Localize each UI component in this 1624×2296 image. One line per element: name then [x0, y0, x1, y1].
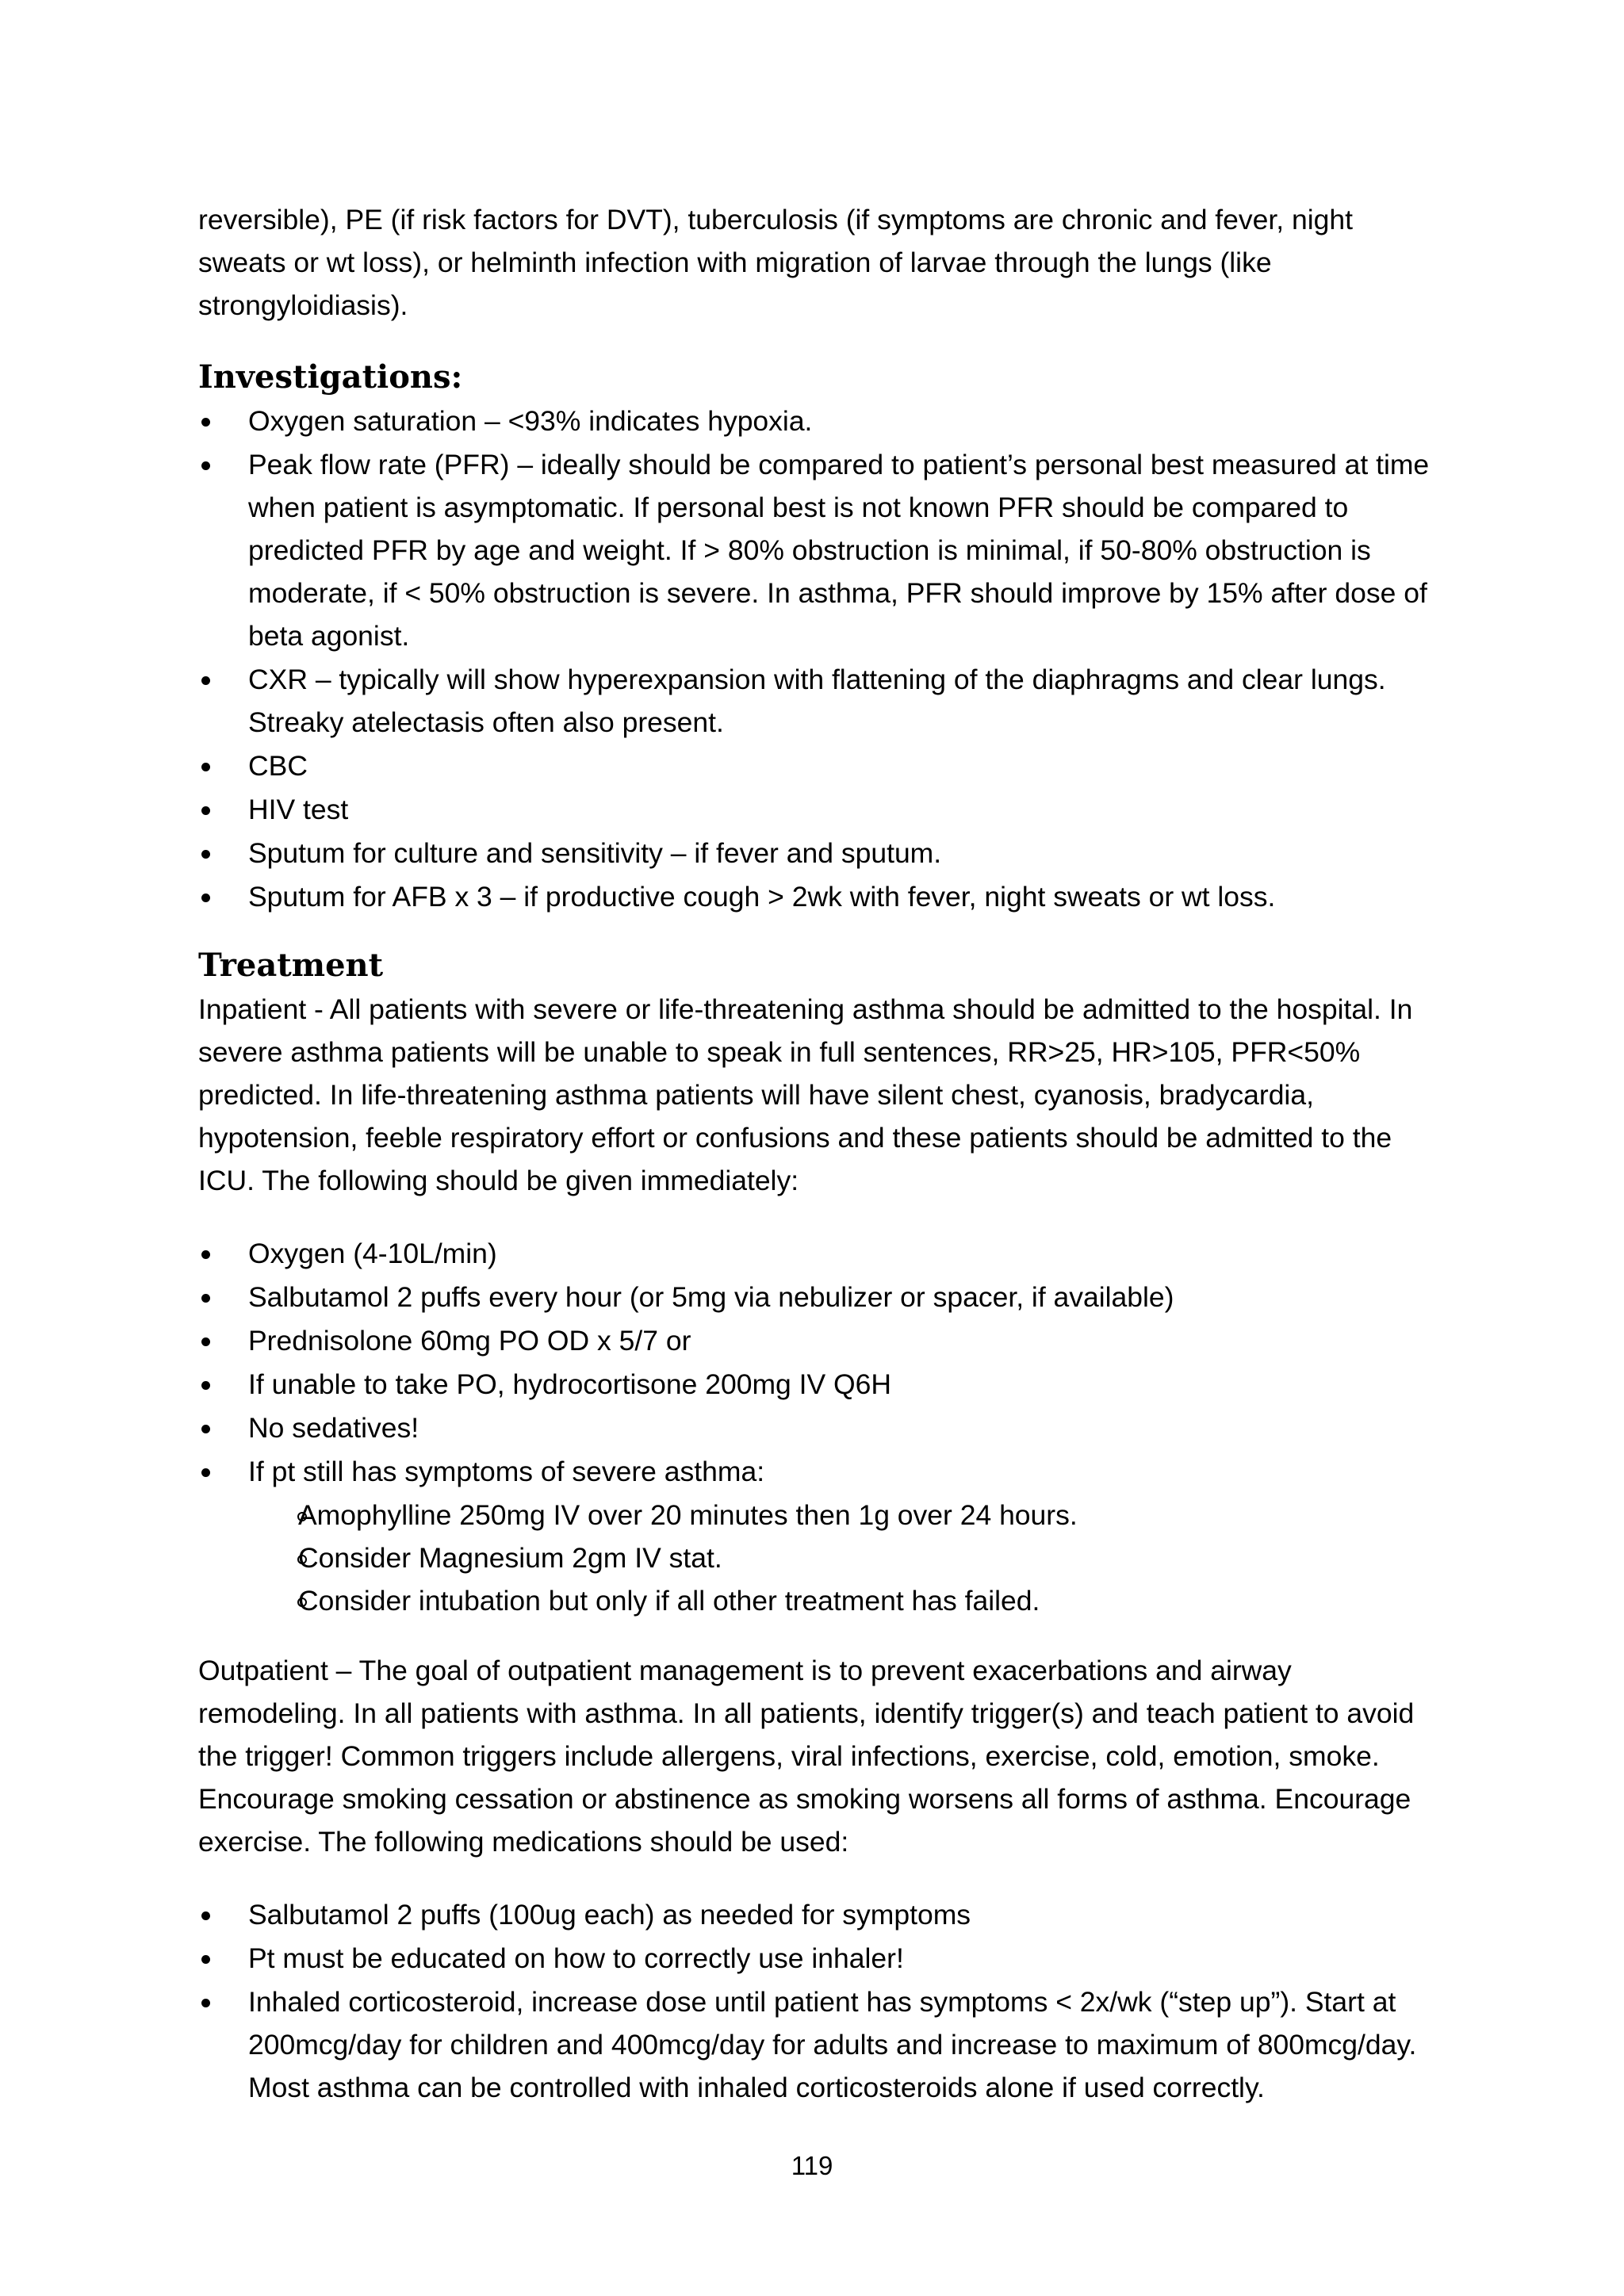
list-item-text: If pt still has symptoms of severe asthma: [248, 1456, 765, 1487]
sub-list-item [198, 1494, 1435, 1536]
list-item-text: Oxygen (4-10L/min) [248, 1238, 497, 1269]
bullet-icon [201, 1425, 210, 1433]
list-item-text: Salbutamol 2 puffs every hour (or 5mg via nebulizer or spacer, if available) [248, 1281, 1174, 1313]
list-item [198, 875, 1435, 918]
bullet-icon [201, 1911, 210, 1920]
list-item-text: Peak flow rate (PFR) – ideally should be compared to patient’s personal best measured at time when patient is asymptomatic. If personal best is not known PFR should be compared to predicted PFR by age and weight. If > 80% obstruction is minimal, if 50-80% obstruction is moderate, if < 50% obstruction is severe. In asthma, PFR should improve by 15% after dose of beta agonist. [248, 449, 1430, 652]
bullet-icon [201, 1381, 210, 1390]
list-item-text: Sputum for culture and sensitivity – if fever and sputum. [248, 837, 942, 869]
list-item [198, 744, 1435, 787]
list-item-text: CXR – typically will show hyperexpansion with flattening of the diaphragms and clear lungs. Streaky atelectasis often also present. [248, 664, 1386, 738]
list-item [198, 788, 1435, 831]
list-item [198, 1893, 1435, 1936]
bullet-icon [201, 1337, 210, 1346]
list-item-text: No sedatives! [248, 1412, 419, 1444]
list-item [198, 400, 1435, 442]
bullet-icon [201, 806, 210, 815]
list-item-text: HIV test [248, 794, 349, 825]
outpatient-paragraph: Outpatient – The goal of outpatient management is to prevent exacerbations and airway remodeling. In all patients with asthma. In all patients, identify trigger(s) and teach patient to avoid the trigger! Common triggers include allergens, viral infections, exercise, cold, emotion, smoke. Encourage smoking cessation or abstinence as smoking worsens all forms of asthma. Encourage exercise. The following medications should be used: [198, 1655, 1415, 1858]
treatment-heading: Treatment [198, 947, 384, 984]
list-item-text: If unable to take PO, hydrocortisone 200mg IV Q6H [248, 1368, 892, 1400]
bullet-icon [201, 1250, 210, 1259]
inpatient-paragraph: Inpatient - All patients with severe or life-threatening asthma should be admitted to the hospital. In severe asthma patients will be unable to speak in full sentences, RR>25, HR>105, PFR<50% predicted. In life-threatening asthma patients will have silent chest, cyanosis, bradycardia, hypotension, feeble respiratory effort or confusions and these patients should be admitted to the ICU. The following should be given immediately: [198, 993, 1413, 1196]
bullet-icon [201, 1468, 210, 1477]
list-item [198, 1232, 1435, 1275]
list-item [198, 1980, 1435, 2109]
bullet-icon [201, 1294, 210, 1303]
investigations-heading: Investigations: [198, 358, 463, 396]
outpatient-list [198, 1893, 1435, 2109]
bullet-icon [201, 1955, 210, 1964]
list-item [198, 1406, 1435, 1449]
bullet-icon [201, 894, 210, 902]
bullet-icon [201, 763, 210, 771]
list-item-text: Salbutamol 2 puffs (100ug each) as needed for symptoms [248, 1899, 971, 1931]
bullet-icon [201, 1999, 210, 2007]
circle-bullet-icon [297, 1555, 307, 1564]
sub-list-item-text: Amophylline 250mg IV over 20 minutes then 1g over 24 hours. [298, 1499, 1078, 1531]
sub-list-item [198, 1536, 1435, 1579]
list-item [198, 1363, 1435, 1406]
sub-list-item-text: Consider intubation but only if all other treatment has failed. [298, 1585, 1040, 1617]
page-content [198, 198, 1435, 2110]
list-item-text: Pt must be educated on how to correctly use inhaler! [248, 1942, 904, 1974]
inpatient-sublist [198, 1494, 1435, 1622]
list-item [198, 1276, 1435, 1318]
circle-bullet-icon [297, 1598, 307, 1607]
intro-paragraph: reversible), PE (if risk factors for DVT), tuberculosis (if symptoms are chronic and fever, night sweats or wt loss), or helminth infection with migration of larvae through the lungs (like strongyloidiasis). [198, 204, 1353, 321]
inpatient-list [198, 1232, 1435, 1493]
list-item-text: Sputum for AFB x 3 – if productive cough > 2wk with fever, night sweats or wt loss. [248, 881, 1276, 913]
list-item-text: CBC [248, 750, 308, 782]
list-item-text: Oxygen saturation – <93% indicates hypoxia. [248, 405, 813, 437]
list-item-text: Prednisolone 60mg PO OD x 5/7 or [248, 1325, 691, 1357]
bullet-icon [201, 418, 210, 427]
bullet-icon [201, 461, 210, 470]
list-item [198, 1319, 1435, 1362]
list-item [198, 443, 1435, 657]
investigations-list [198, 400, 1435, 918]
list-item [198, 658, 1435, 744]
circle-bullet-icon [297, 1512, 307, 1521]
list-item [198, 1937, 1435, 1980]
sub-list-item [198, 1579, 1435, 1622]
page-number: 119 [791, 2151, 833, 2180]
sub-list-item-text: Consider Magnesium 2gm IV stat. [298, 1542, 722, 1574]
list-item [198, 1450, 1435, 1493]
list-item [198, 832, 1435, 874]
list-item-text: Inhaled corticosteroid, increase dose until patient has symptoms < 2x/wk (“step up”). Start at 200mcg/day for children and 400mcg/day for adults and increase to maximum of 800mcg/day. Most asthma can be controlled with inhaled corticosteroids alone if used correctly. [248, 1986, 1417, 2103]
bullet-icon [201, 676, 210, 685]
bullet-icon [201, 850, 210, 859]
